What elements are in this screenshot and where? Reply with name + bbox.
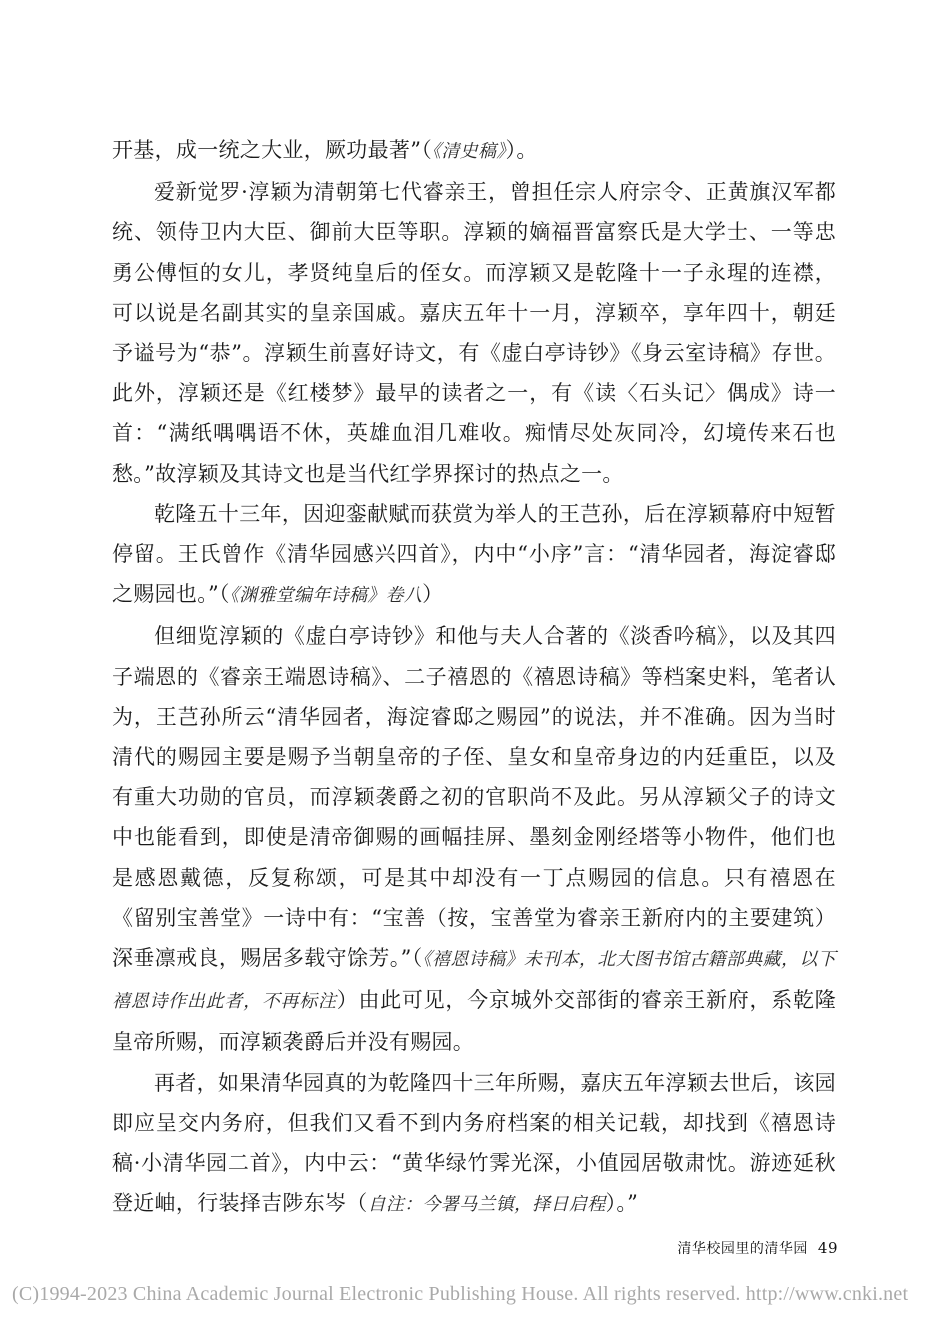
paragraph-5-text: 再者，如果清华园真的为乾隆四十三年所赐，嘉庆五年淳颖去世后，该园即应呈交内务府，但我们又看不到内务府档案的相关记载，却找到《禧恩诗稿·小清华园二首》，内中云：“黄华绿竹霁光深，小值园居敬肃忱。游迹延秋登近岫，行装择吉陟东岑（	[112, 1070, 836, 1216]
paragraph-2-text: 爱新觉罗·淳颖为清朝第七代睿亲王，曾担任宗人府宗令、正黄旗汉军都统、领侍卫内大臣、御前大臣等职。淳颖的嫡福晋富察氏是大学士、一等忠勇公傅恒的女儿，孝贤纯皇后的侄女。而淳颖又是乾隆十一子永瑆的连襟，可以说是名副其实的皇亲国戚。嘉庆五年十一月，淳颖卒，享年四十，朝廷予谥号为“恭”。淳颖生前喜好诗文，有《虚白亭诗钞》《身云室诗稿》存世。此外，淳颖还是《红楼梦》最早的读者之一，有《读〈石头记〉偶成》诗一首：“满纸喁喁语不休，英雄血泪几难收。痴情尽处灰同冷，幻境传来石也愁。”故淳颖及其诗文也是当代红学界探讨的热点之一。	[112, 180, 836, 486]
paragraph-5-citation: 自注：今署马兰镇，择日启程	[367, 1194, 606, 1216]
paragraph-5	[112, 1063, 836, 1226]
paragraph-2	[112, 172, 836, 494]
paragraph-1-tail: ）。	[505, 138, 538, 162]
paragraph-1	[112, 130, 836, 172]
paragraph-3	[112, 494, 836, 617]
paragraph-4	[112, 616, 836, 1062]
page-footer	[677, 1238, 838, 1258]
page-number: 49	[817, 1239, 838, 1257]
paragraph-3-citation: 《渊雅堂编年诗稿》卷八	[229, 585, 423, 607]
paragraph-5-tail: ）。”	[605, 1191, 639, 1216]
copyright-watermark: (C)1994-2023 China Academic Journal Electronic Publishing House. All rights reserved. http://www.cnki.net	[12, 1283, 909, 1305]
paragraph-4-tail: ）由此可见，今京城外交部街的睿亲王新府，系乾隆皇帝所赐，而淳颖袭爵后并没有赐园。	[112, 988, 836, 1055]
paragraph-4-citation: 《禧恩诗稿》未刊本，北大图书馆古籍部典藏，以下禧恩诗作出此者，不再标注	[112, 949, 836, 1013]
paragraph-3-tail: ）	[422, 582, 444, 607]
running-title: 清华校园里的清华园	[677, 1241, 808, 1257]
paragraph-1-citation: 《清史稿》	[432, 141, 506, 162]
article-body	[112, 130, 836, 1225]
paragraph-1-text: 开基，成一统之大业，厥功最著”（	[112, 138, 433, 162]
paragraph-4-text: 但细览淳颖的《虚白亭诗钞》和他与夫人合著的《淡香吟稿》，以及其四子端恩的《睿亲王端恩诗稿》、二子禧恩的《禧恩诗稿》等档案史料，笔者认为，王芑孙所云“清华园者，海淀睿邸之赐园”的说法，并不准确。因为当时清代的赐园主要是赐予当朝皇帝的子侄、皇女和皇帝身边的内廷重臣，以及有重大功勋的官员，而淳颖袭爵之初的官职尚不及此。另从淳颖父子的诗文中也能看到，即使是清帝御赐的画幅挂屏、墨刻金刚经塔等小物件，他们也是感恩戴德，反复称颂，可是其中却没有一丁点赐园的信息。只有禧恩在《留别宝善堂》一诗中有：“宝善（按，宝善堂为睿亲王新府内的主要建筑）深垂凛戒良，赐居多载守馀芳。”（	[112, 624, 836, 971]
paragraph-3-text: 乾隆五十三年，因迎銮献赋而获赏为举人的王芑孙，后在淳颖幕府中短暂停留。王氏曾作《清华园感兴四首》，内中“小序”言：“清华园者，海淀睿邸之赐园也。”（	[112, 501, 836, 607]
